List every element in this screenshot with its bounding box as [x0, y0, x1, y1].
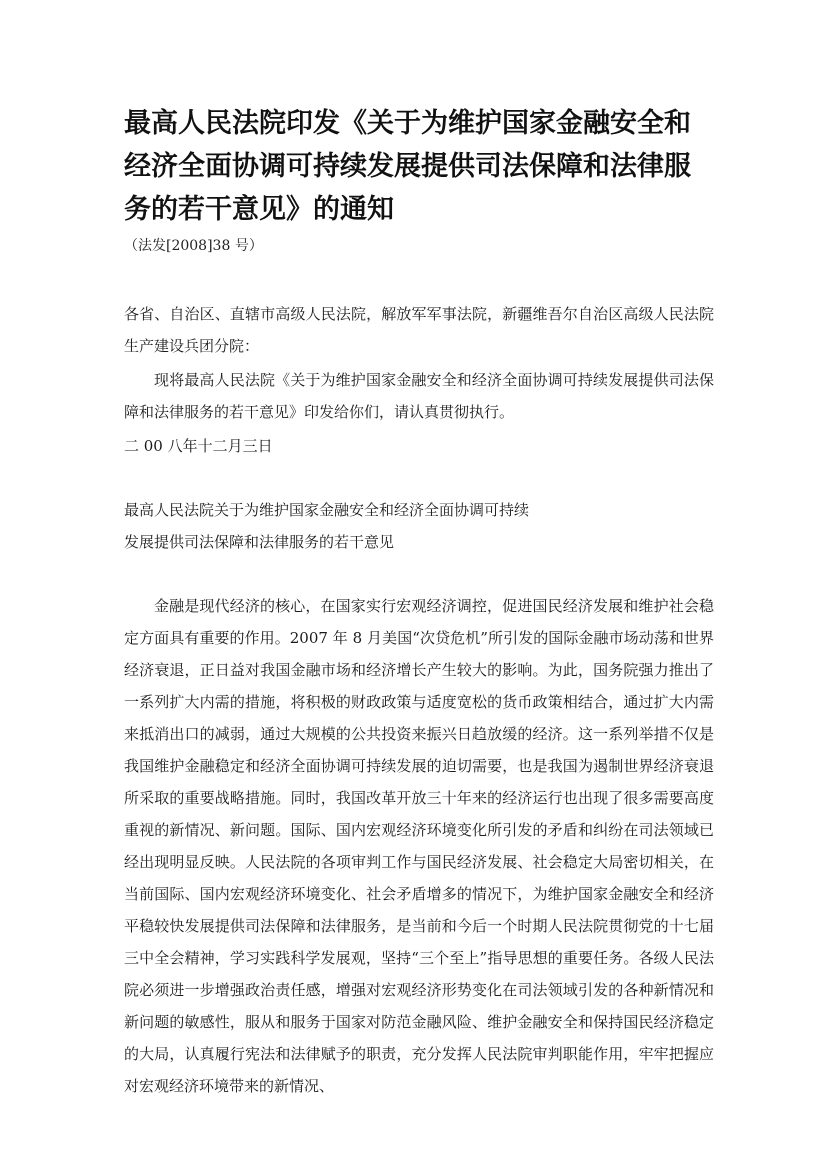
- issue-date: 二 00 八年十二月三日: [124, 437, 273, 455]
- addressee-paragraph: 各省、自治区、直辖市高级人民法院，解放军军事法院，新疆维吾尔自治区高级人民法院生产建设兵团分院：: [124, 305, 714, 355]
- document-title: 最高人民法院印发《关于为维护国家金融安全和经济全面协调可持续发展提供司法保障和法律服务的若干意见》的通知: [124, 108, 691, 225]
- document-number: （法发[2008]38 号）: [124, 238, 263, 254]
- main-body-paragraph: 金融是现代经济的核心，在国家实行宏观经济调控，促进国民经济发展和维护社会稳定方面具有重要的作用。2007 年 8 月美国“次贷危机”所引发的国际金融市场动荡和世界经济衰退，正日益对我国金融市场和经济增长产生较大的影响。为此，国务院强力推出了一系列扩大内需的措施，将积极的财政政策与适度宽松的货币政策相结合，通过扩大内需来抵消出口的减弱，通过大规模的公共投资来振兴日趋放缓的经济。这一系列举措不仅是我国维护金融稳定和经济全面协调可持续发展的迫切需要，也是我国为遏制世界经济衰退所采取的重要战略措施。同时，我国改革开放三十年来的经济运行也出现了很多需要高度重视的新情况、新问题。国际、国内宏观经济环境变化所引发的矛盾和纠纷在司法领域已经出现明显反映。人民法院的各项审判工作与国民经济发展、社会稳定大局密切相关，在当前国际、国内宏观经济环境变化、社会矛盾增多的情况下，为维护国家金融安全和经济平稳较快发展提供司法保障和法律服务，是当前和今后一个时期人民法院贯彻党的十七届三中全会精神，学习实践科学发展观，坚持“三个至上”指导思想的重要任务。各级人民法院必须进一步增强政治责任感，增强对宏观经济形势变化在司法领域引发的各种新情况和新问题的敏感性，服从和服务于国家对防范金融风险、维护金融安全和保持国民经济稳定的大局，认真履行宪法和法律赋予的职责，充分发挥人民法院审判职能作用，牢牢把握应对宏观经济环境带来的新情况、: [124, 597, 714, 1095]
- opinion-title-line-2: 发展提供司法保障和法律服务的若干意见: [124, 533, 395, 551]
- notice-paragraph: 现将最高人民法院《关于为维护国家金融安全和经济全面协调可持续发展提供司法保障和法律服务的若干意见》印发给你们，请认真贯彻执行。: [124, 371, 714, 421]
- opinion-title-line-1: 最高人民法院关于为维护国家金融安全和经济全面协调可持续: [124, 501, 530, 519]
